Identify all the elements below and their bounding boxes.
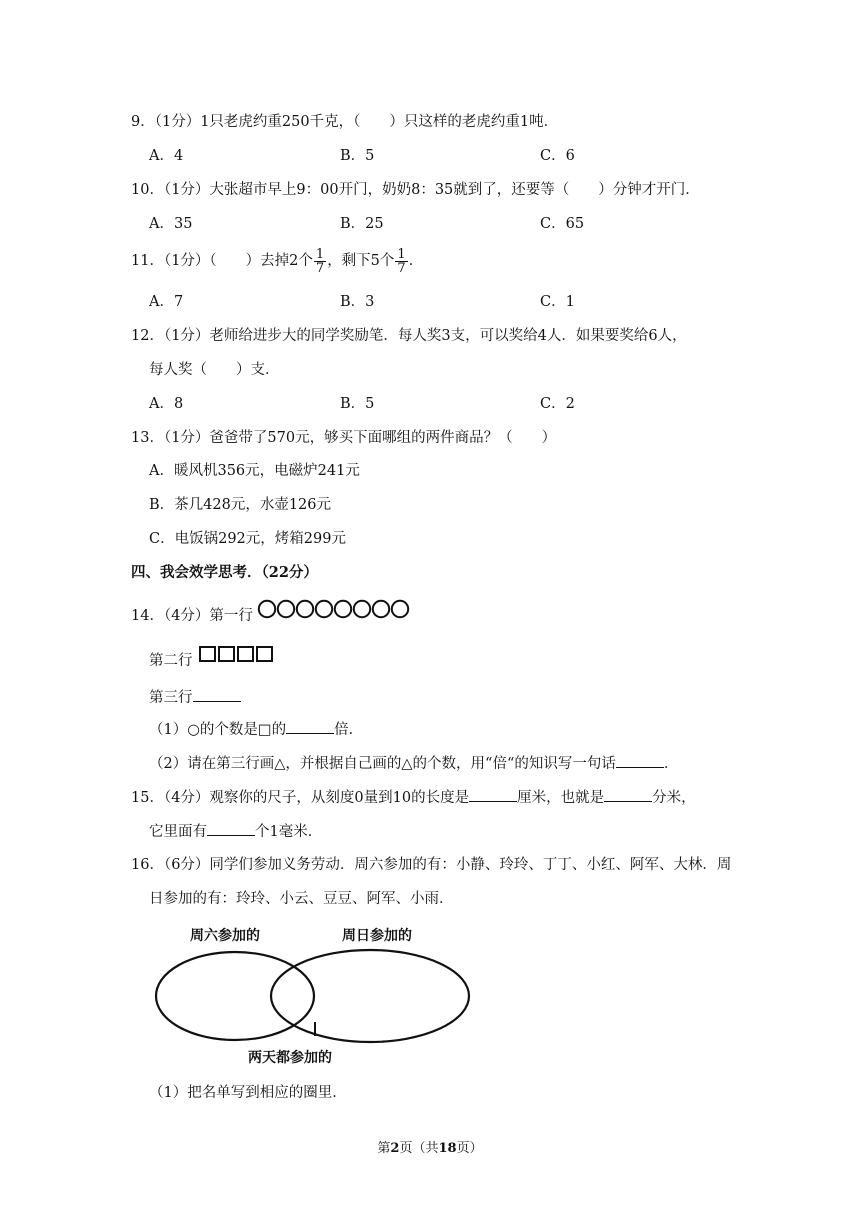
answer-blank[interactable] [469, 787, 517, 802]
question-11 [131, 246, 423, 276]
circles-row [257, 598, 415, 620]
q11-mid: ，剩下5个 [327, 253, 395, 269]
fraction-one-seventh: $\frac{1}{7}$ [315, 246, 325, 276]
venn-diagram [150, 918, 480, 1068]
q14-sub-1 [149, 719, 363, 740]
circle-shape [259, 601, 275, 617]
circle-shape [392, 601, 408, 617]
q12-option-b: B．5 [340, 396, 375, 412]
saturday-circle [156, 952, 314, 1040]
q10-option-c: C．65 [540, 216, 585, 232]
question-9: 9．（1分）1只老虎约重250千克，（ ）只这样的老虎约重1吨． [131, 114, 559, 130]
circle-shape [316, 601, 332, 617]
question-16-line-1: 16．（6分）同学们参加义务劳动．周六参加的有：小静、玲玲、丁丁、小红、阿军、大林．周 [131, 857, 732, 873]
q15-text-b: 厘米，也就是 [517, 790, 605, 806]
square-shape [219, 647, 234, 661]
question-13: 13．（1分）爸爸带了570元，够买下面哪组的两件商品？（ ） [131, 430, 557, 446]
question-12-line-1: 12．（1分）老师给进步大的同学奖励笔．每人奖3支，可以奖给4人．如果要奖给6人， [131, 328, 687, 344]
question-16-line-2: 日参加的有：玲玲、小云、豆豆、阿军、小雨． [149, 891, 454, 907]
footer-text-a: 第 [377, 1141, 391, 1156]
answer-blank[interactable] [604, 787, 652, 802]
q14-sub-1-text: （1）○的个数是□的 [149, 722, 287, 738]
q13-option-a: A．暖风机356元，电磁炉241元 [149, 463, 360, 479]
q14-row-3 [149, 687, 241, 708]
circle-shape [278, 601, 294, 617]
q11-suffix: ． [408, 253, 424, 269]
square-shape [257, 647, 272, 661]
q15-text-d: 它里面有 [149, 824, 207, 840]
q10-option-b: B．25 [340, 216, 384, 232]
fraction-one-seventh-2: $\frac{1}{7}$ [397, 246, 406, 276]
q14-sub-2-end: ． [663, 756, 679, 772]
square-shape [200, 647, 215, 661]
answer-blank[interactable] [616, 753, 664, 768]
q9-option-b: B．5 [340, 148, 375, 164]
q14-row-2-label: 第二行 [149, 653, 193, 669]
q9-option-a: A．4 [149, 148, 184, 164]
venn-label-sunday: 周日参加的 [342, 928, 412, 944]
venn-label-saturday: 周六参加的 [190, 928, 260, 944]
q15-text-c: 分米， [652, 790, 696, 806]
circle-shape [297, 601, 313, 617]
q13-option-b: B．茶几428元，水壶126元 [149, 497, 332, 513]
venn-label-both: 两天都参加的 [248, 1050, 332, 1066]
circle-shape [354, 601, 370, 617]
circle-shape [335, 601, 351, 617]
q11-option-c: C．1 [540, 294, 575, 310]
footer-text-c: 页） [456, 1141, 483, 1156]
q10-option-a: A．35 [149, 216, 193, 232]
q14-row-1-label: 14．（4分）第一行 [131, 608, 253, 624]
question-12-line-2: 每人奖（ ）支． [149, 362, 280, 378]
question-15-line-2 [149, 821, 322, 842]
q12-option-a: A．8 [149, 396, 184, 412]
answer-blank[interactable] [193, 687, 241, 702]
q14-row-3-label: 第三行 [149, 690, 193, 706]
q11-prefix: 11．（1分）（ ）去掉2个 [131, 253, 313, 269]
page-footer [0, 1137, 860, 1156]
q14-sub-2 [149, 753, 678, 774]
q12-option-c: C．2 [540, 396, 575, 412]
answer-blank[interactable] [286, 719, 334, 734]
q14-sub-2-text: （2）请在第三行画△，并根据自己画的△的个数，用“倍“的知识写一句话 [149, 756, 616, 772]
q9-option-c: C．6 [540, 148, 575, 164]
q14-sub-1-end: 倍． [334, 722, 364, 738]
footer-text-b: 页（共 [399, 1141, 439, 1156]
squares-row [198, 645, 278, 665]
square-shape [238, 647, 253, 661]
q11-option-b: B．3 [340, 294, 375, 310]
section-four-heading: 四、我会效学思考．（22分） [131, 564, 318, 581]
q15-text-e: 个1毫米． [255, 824, 323, 840]
footer-page-number: 2 [390, 1141, 400, 1156]
question-15-line-1 [131, 787, 696, 808]
footer-total-pages: 18 [438, 1141, 457, 1156]
question-10: 10．（1分）大张超市早上9：00开门，奶奶8：35就到了，还要等（ ）分钟才开门． [131, 182, 700, 198]
q11-option-a: A．7 [149, 294, 184, 310]
circle-shape [373, 601, 389, 617]
sunday-circle [271, 950, 469, 1042]
q16-sub-1: （1）把名单写到相应的圈里． [149, 1085, 347, 1101]
answer-blank[interactable] [207, 821, 255, 836]
q15-text-a: 15．（4分）观察你的尺子，从刻度0量到10的长度是 [131, 790, 470, 806]
q13-option-c: C．电饭锅292元，烤箱299元 [149, 531, 346, 547]
